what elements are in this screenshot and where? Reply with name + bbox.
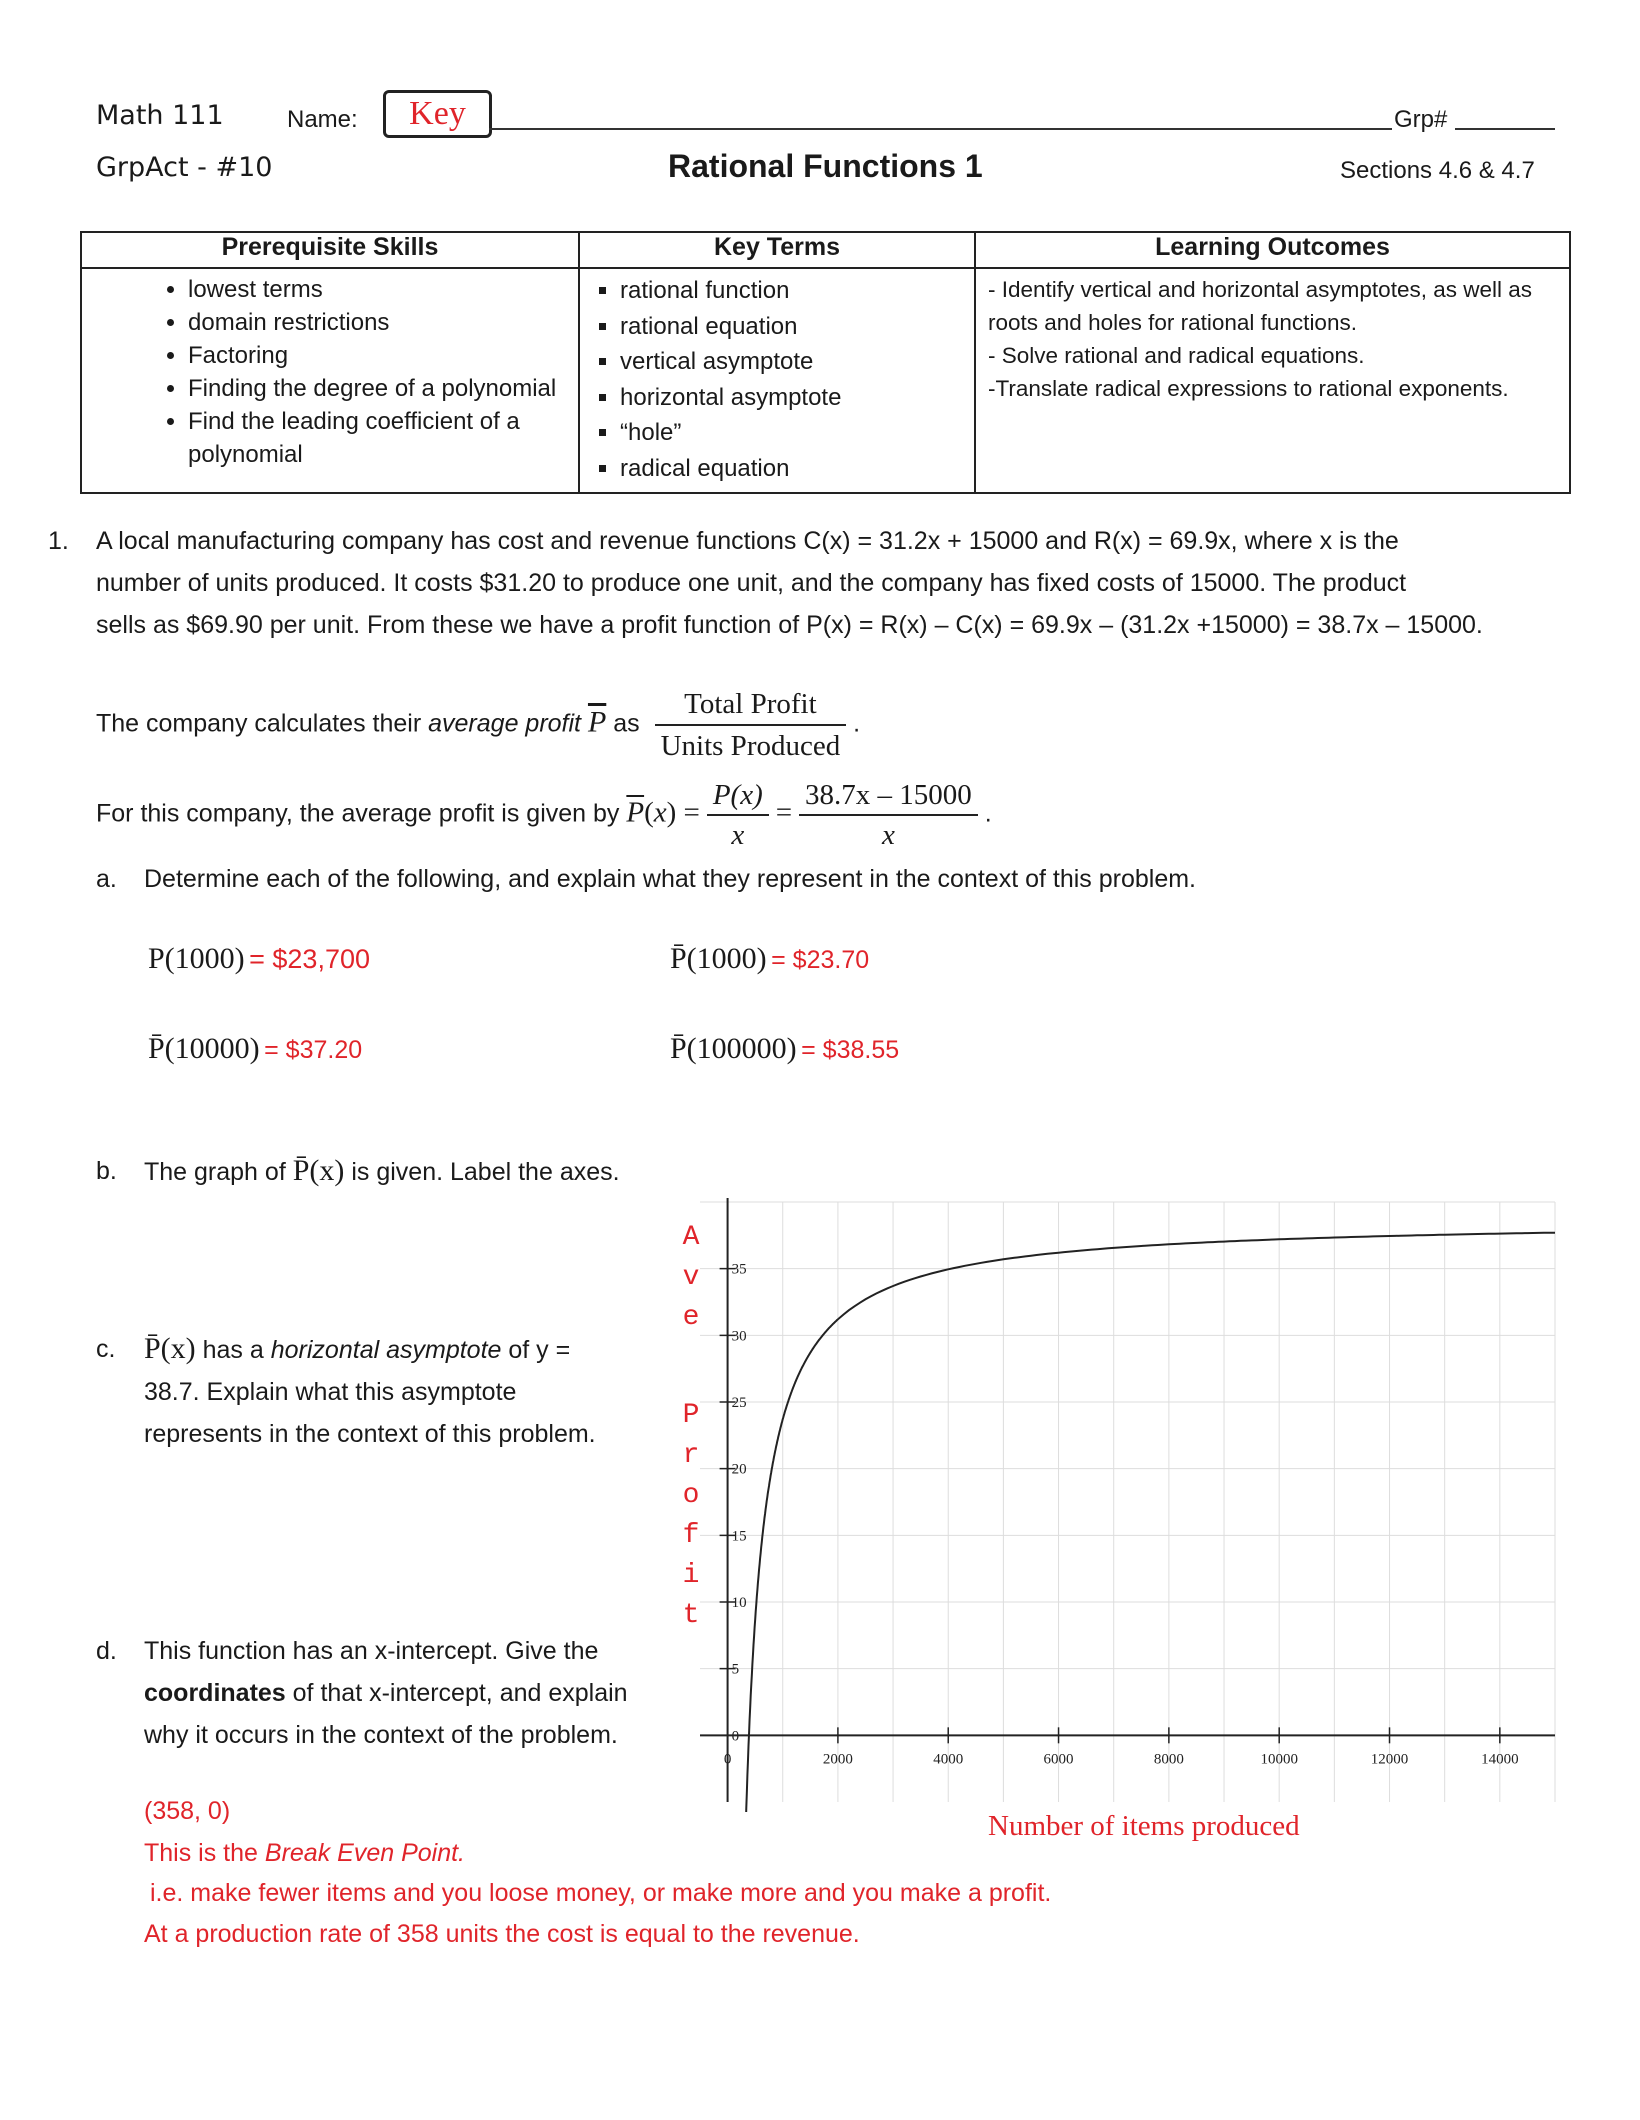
- outcome-item: - Identify vertical and horizontal asymptotes, as well as roots and holes for rational functions.: [988, 277, 1532, 335]
- part-d-line: why it occurs in the context of the problem.: [144, 1721, 618, 1749]
- part-c-line: 38.7. Explain what this asymptote: [144, 1378, 517, 1406]
- part-c-fn: P̄(x): [144, 1332, 196, 1365]
- d-answer-break-even: [144, 1832, 465, 1874]
- average-profit-chart: [700, 1192, 1560, 1812]
- y-tick-label: 10: [731, 1595, 747, 1611]
- avg-as: as: [613, 709, 640, 738]
- part-b-pre: The graph of: [144, 1158, 286, 1186]
- part-c-text2: of y =: [508, 1336, 571, 1364]
- part-a-label: a.: [96, 865, 117, 893]
- part-c-text1: has a: [202, 1336, 264, 1364]
- table-header-outcomes: Learning Outcomes: [975, 232, 1570, 268]
- course-label: Math 111: [96, 100, 224, 131]
- x-tick-label: 4000: [933, 1751, 964, 1768]
- outcomes-cell: [975, 268, 1570, 493]
- list-item: • Factoring: [188, 339, 572, 372]
- question-number: 1.: [48, 527, 69, 555]
- formula-fraction-2: [799, 776, 978, 854]
- sections-label: Sections 4.6 & 4.7: [1340, 157, 1535, 184]
- y-label-char: f: [682, 1520, 700, 1551]
- skills-table: [80, 231, 1571, 494]
- list-item: • domain restrictions: [188, 306, 572, 339]
- x-tick-label: 2000: [822, 1751, 853, 1768]
- d-answer-rate: At a production rate of 358 units the cost is equal to the revenue.: [144, 1920, 860, 1948]
- x-tick-label: 8000: [1153, 1751, 1184, 1768]
- part-c-text: [144, 1328, 664, 1455]
- y-label-char: o: [682, 1480, 700, 1511]
- list-item: • Finding the degree of a polynomial: [188, 372, 572, 405]
- d-answer-coords: (358, 0): [144, 1797, 231, 1825]
- answer-expr: P̄(1000): [670, 942, 767, 975]
- list-item: ▪ “hole”: [620, 415, 968, 451]
- y-tick-label: 30: [731, 1328, 747, 1345]
- answer-value: = $38.55: [801, 1036, 900, 1064]
- part-a-text: Determine each of the following, and explain what they represent in the context of this problem.: [144, 865, 1196, 893]
- question-text: [96, 520, 1596, 646]
- prereq-cell: [81, 268, 579, 493]
- name-label: Name:: [287, 106, 358, 133]
- key-terms-cell: [579, 268, 975, 493]
- outcome-item: - Solve rational and radical equations.: [988, 343, 1365, 368]
- grp-underline: [1455, 128, 1555, 130]
- part-d-text: [144, 1630, 684, 1756]
- y-tick-label: 25: [731, 1395, 747, 1411]
- fraction-numerator: 38.7x – 15000: [799, 776, 978, 816]
- y-tick-label: 20: [731, 1461, 747, 1478]
- d-answer-pre: This is the: [144, 1839, 258, 1867]
- d-answer-explain: i.e. make fewer items and you loose money, or make more and you make a profit.: [150, 1879, 1052, 1907]
- answer-expr: P̄(10000): [148, 1032, 260, 1065]
- y-tick-label: 15: [731, 1528, 747, 1545]
- list-item: ▪ rational function: [620, 273, 968, 309]
- part-b-label: b.: [96, 1157, 117, 1185]
- part-d-bold: coordinates: [144, 1679, 286, 1707]
- question-line: A local manufacturing company has cost and revenue functions C(x) = 31.2x + 15000 and R(x) = 69.9x, where x is the: [96, 527, 1399, 555]
- list-item: ▪ vertical asymptote: [620, 344, 968, 380]
- answer-value: = $23,700: [249, 944, 370, 974]
- y-label-char: v: [682, 1262, 700, 1293]
- x-tick-label: 14000: [1481, 1751, 1519, 1768]
- answer-pbar10000: [148, 1032, 362, 1066]
- outcome-item: -Translate radical expressions to rational exponents.: [988, 376, 1509, 401]
- y-tick-label: 5: [731, 1661, 740, 1678]
- question-line: sells as $69.90 per unit. From these we have a profit function of P(x) = R(x) – C(x) = 69.9x – (31.2x +15000) = 38.7x – 15000.: [96, 611, 1483, 639]
- answer-expr: P(1000): [148, 942, 245, 975]
- answer-p1000: [148, 942, 370, 976]
- table-header-key-terms: Key Terms: [579, 232, 975, 268]
- list-item: ▪ rational equation: [620, 309, 968, 345]
- formula-fraction-1: [707, 776, 769, 854]
- avg-fraction: [655, 684, 847, 766]
- activity-label: GrpAct - #10: [96, 152, 273, 183]
- part-c-line: represents in the context of this problem.: [144, 1420, 596, 1448]
- x-tick-label: 6000: [1043, 1751, 1074, 1768]
- d-answer-em: Break Even Point.: [264, 1839, 466, 1867]
- fraction-numerator: P(x): [707, 776, 769, 816]
- y-label-char: i: [682, 1560, 700, 1591]
- fraction-denominator: Units Produced: [660, 730, 841, 762]
- fraction-denominator: x: [731, 819, 745, 851]
- prereq-list: [82, 273, 572, 471]
- y-label-char: A: [682, 1222, 700, 1253]
- p-bar-symbol: $\overline{P}$: [587, 705, 607, 739]
- part-b-post: is given. Label the axes.: [351, 1158, 620, 1186]
- name-underline: [489, 128, 1392, 130]
- list-item: • Find the leading coefficient of a polynomial: [188, 405, 572, 471]
- grp-label: Grp#: [1394, 106, 1448, 133]
- average-profit-curve: [746, 1233, 1555, 1812]
- answer-expr: P̄(100000): [670, 1032, 797, 1065]
- y-tick-label: 35: [731, 1261, 747, 1278]
- given-intro: For this company, the average profit is given by: [96, 799, 620, 828]
- y-label-char: t: [682, 1600, 700, 1631]
- fraction-numerator: Total Profit: [655, 684, 847, 726]
- list-item: ▪ radical equation: [620, 451, 968, 487]
- y-label-char: r: [682, 1440, 700, 1471]
- part-d-label: d.: [96, 1637, 117, 1665]
- x-axis-label-handwritten: Number of items produced: [988, 1810, 1300, 1842]
- name-value-box: Key: [383, 90, 492, 138]
- part-d-line: This function has an x-intercept. Give the: [144, 1637, 599, 1665]
- y-tick-label: 0: [731, 1728, 740, 1745]
- x-tick-label: 12000: [1370, 1751, 1409, 1768]
- list-item: • lowest terms: [188, 273, 572, 306]
- avg-term: average profit: [428, 709, 581, 738]
- y-label-char: e: [682, 1302, 700, 1333]
- x-tick-label: 10000: [1260, 1751, 1298, 1768]
- table-header-prereq: Prerequisite Skills: [81, 232, 579, 268]
- answer-pbar1000: [670, 942, 869, 976]
- avg-intro: The company calculates their: [96, 709, 422, 738]
- x-tick-label: 0: [723, 1751, 732, 1768]
- part-c-label: c.: [96, 1335, 116, 1363]
- part-c-term: horizontal asymptote: [270, 1336, 502, 1364]
- page-title: Rational Functions 1: [668, 148, 983, 184]
- answer-pbar100000: [670, 1032, 899, 1066]
- answer-value: = $37.20: [264, 1036, 363, 1064]
- avg-profit-definition: The company calculates their average profit $\overline{P}$ as $\frac{\text{Total Profit}}{\text{Units Produced}}$ .: [96, 684, 860, 766]
- question-line: number of units produced. It costs $31.20 to produce one unit, and the company has fixed costs of 15000. The product: [96, 569, 1407, 597]
- part-b-text: [144, 1150, 620, 1193]
- avg-profit-formula: For this company, the average profit is given by $\overline{P}(x)$ = $\frac{P(x)}{x}$ = $\frac{38.7x - 15000}{x}$ .: [96, 776, 992, 854]
- part-d-line: of that x-intercept, and explain: [285, 1679, 628, 1707]
- y-label-char: P: [682, 1400, 700, 1431]
- list-item: ▪ horizontal asymptote: [620, 380, 968, 416]
- answer-value: = $23.70: [771, 946, 870, 974]
- fraction-denominator: x: [881, 819, 895, 851]
- part-b-fn: P̄(x): [292, 1154, 345, 1187]
- key-terms-list: [580, 273, 968, 486]
